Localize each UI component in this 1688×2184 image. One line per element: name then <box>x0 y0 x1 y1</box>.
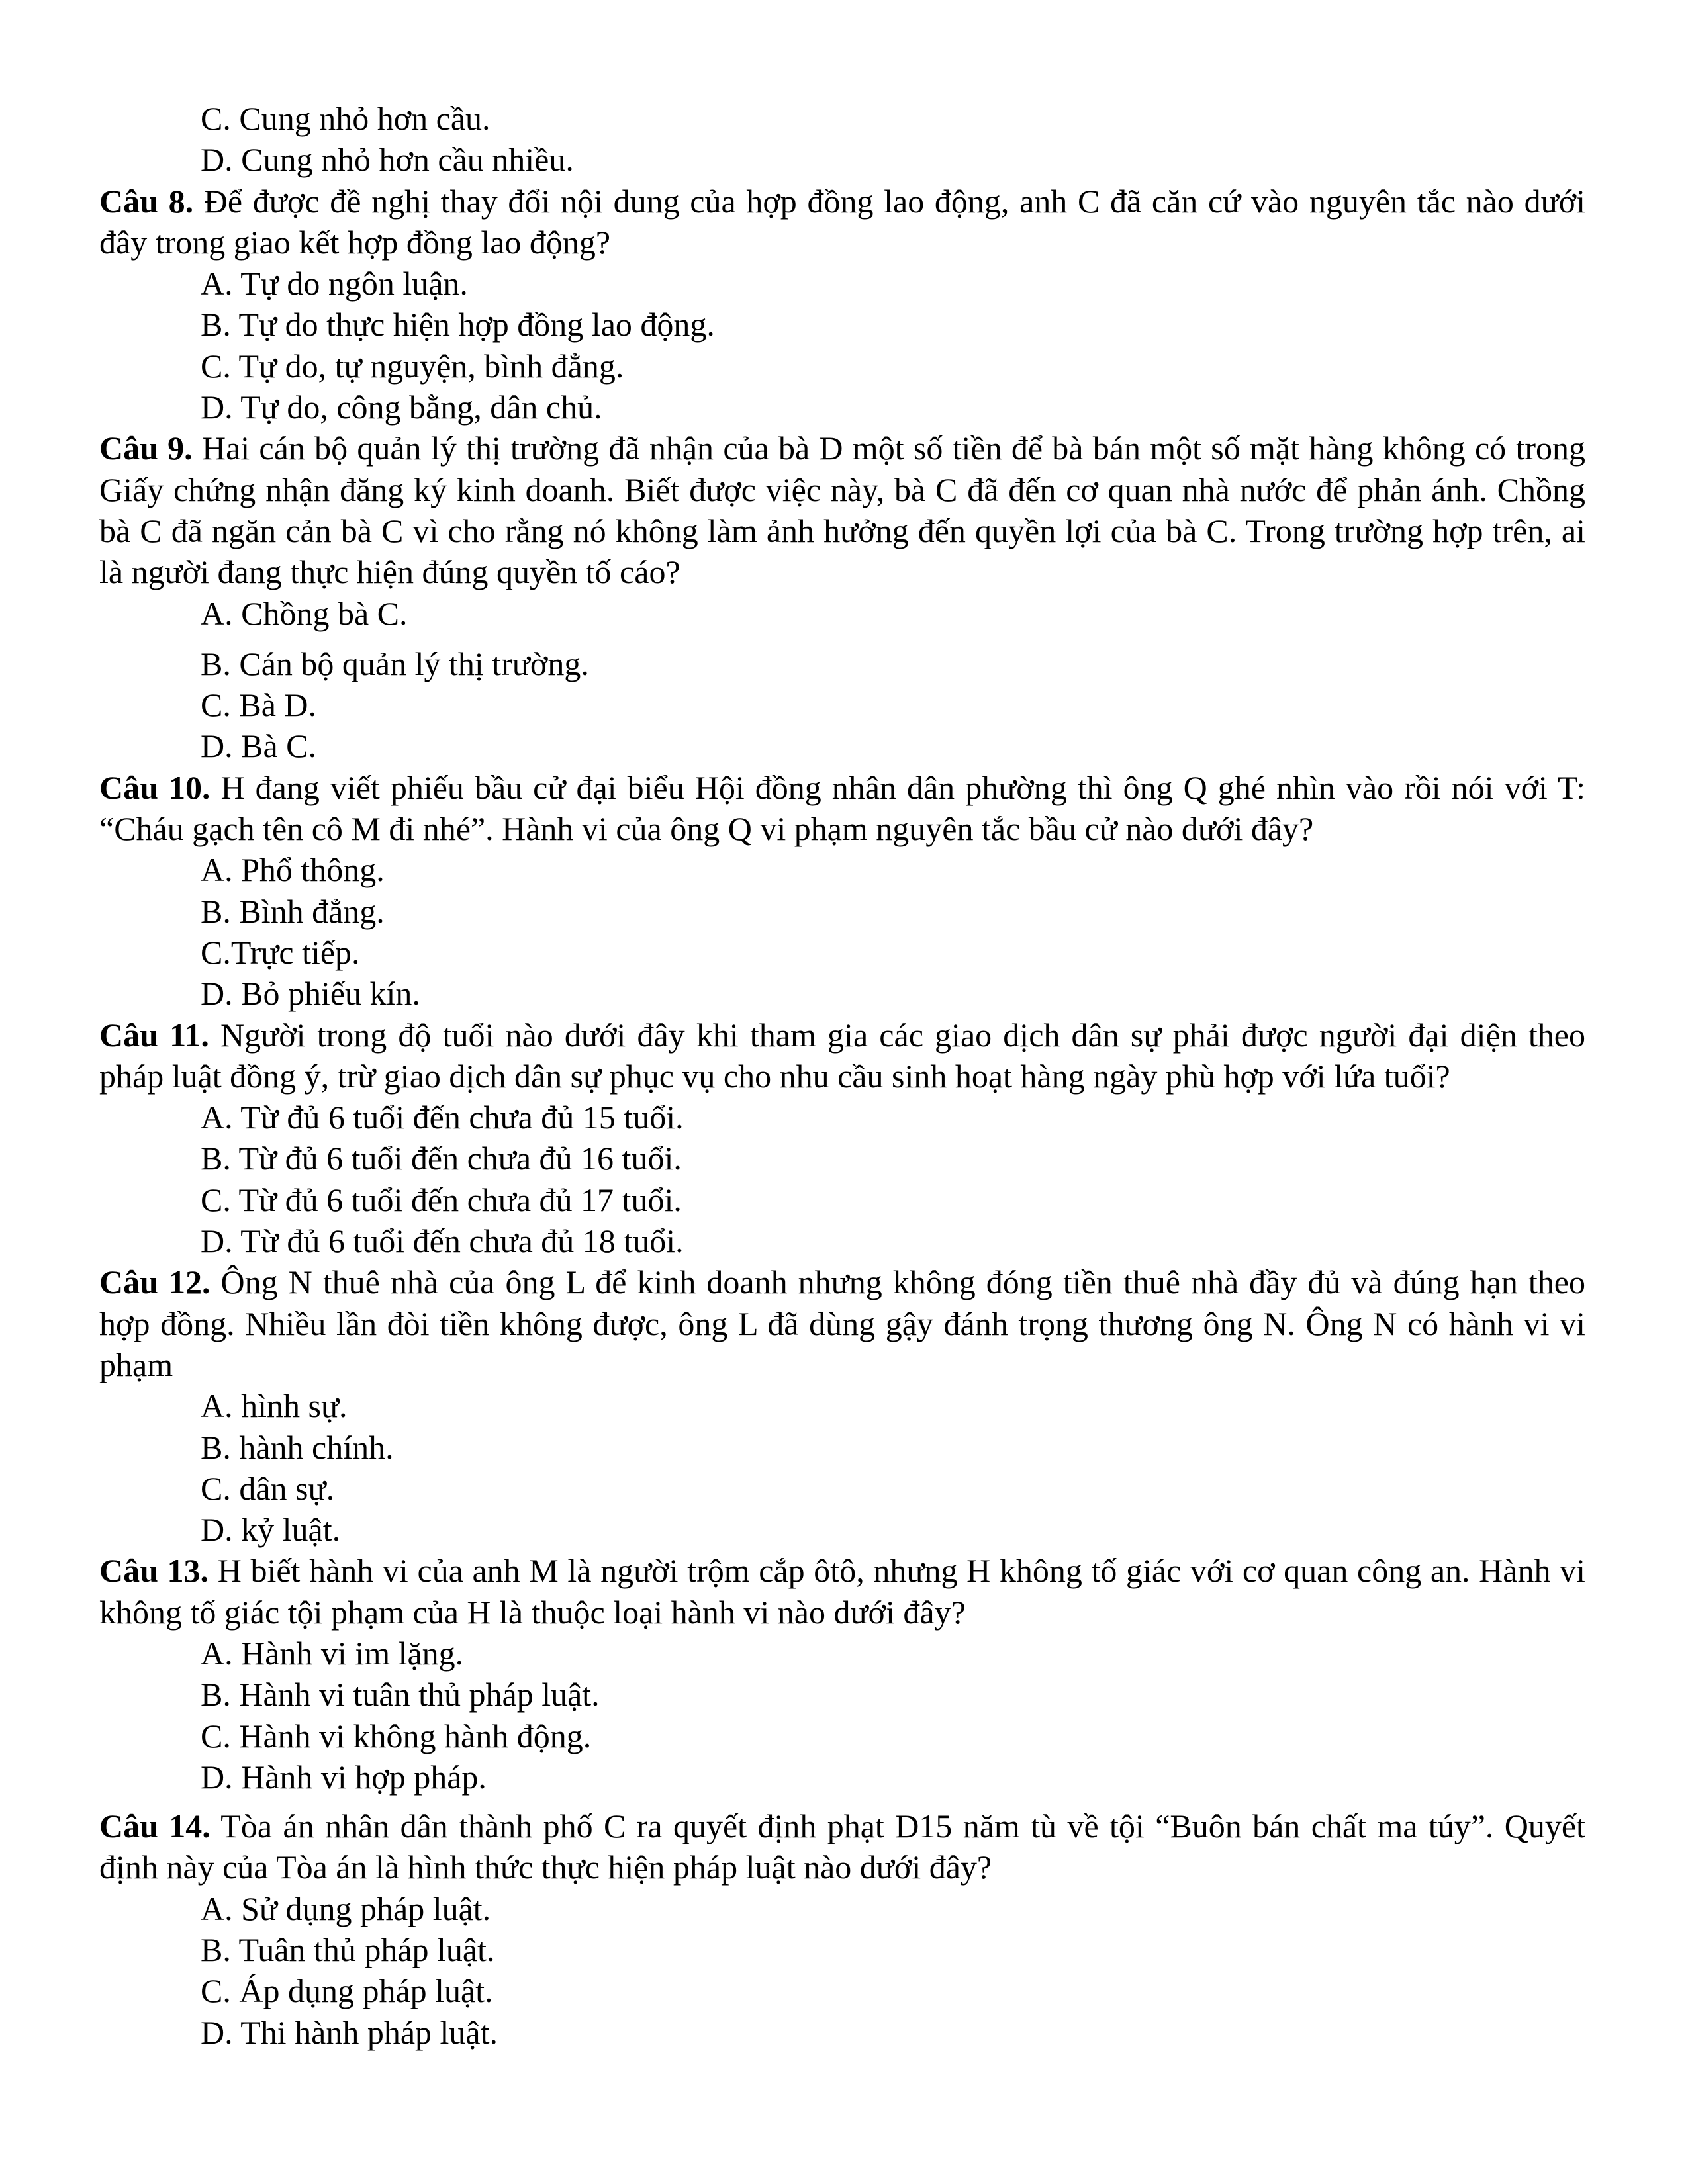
question-14-text: Tòa án nhân dân thành phố C ra quyết định phạt D15 năm tù về tội “Buôn bán chất ma túy”. Quyết định này của Tòa án là hình thức thực hiện pháp luật nào dưới đây? <box>99 1807 1585 1886</box>
question-13-label: Câu 13. <box>99 1552 209 1590</box>
question-10-option-c: C.Trực tiếp. <box>201 933 360 971</box>
question-11-option-d: D. Từ đủ 6 tuổi đến chưa đủ 18 tuổi. <box>201 1222 684 1260</box>
question-13 <box>99 1550 1585 1797</box>
question-12-option-c: C. dân sự. <box>201 1469 335 1507</box>
question-8-option-d: D. Tự do, công bằng, dân chủ. <box>201 388 602 426</box>
question-12-option-d: D. kỷ luật. <box>201 1511 341 1549</box>
question-9-option-b: B. Cán bộ quản lý thị trường. <box>201 645 589 682</box>
question-11-label: Câu 11. <box>99 1016 209 1054</box>
question-13-stem <box>99 1550 1585 1633</box>
question-13-option-b: B. Hành vi tuân thủ pháp luật. <box>201 1676 600 1713</box>
question-9-text: Hai cán bộ quản lý thị trường đã nhận của bà D một số tiền để bà bán một số mặt hàng không có trong Giấy chứng nhận đăng ký kinh doanh. Biết được việc này, bà C đã đến cơ quan nhà nước để phản ánh. Chồng bà C đã ngăn cản bà C vì cho rằng nó không làm ảnh hưởng đến quyền lợi của bà C. Trong trường hợp trên, ai là người đang thực hiện đúng quyền tố cáo? <box>99 430 1585 591</box>
question-11-option-c: C. Từ đủ 6 tuổi đến chưa đủ 17 tuổi. <box>201 1181 682 1218</box>
question-12-option-a: A. hình sự. <box>201 1387 348 1425</box>
question-12-label: Câu 12. <box>99 1263 211 1301</box>
question-8 <box>99 181 1585 428</box>
question-9-option-a: A. Chồng bà C. <box>201 594 408 632</box>
question-10-option-a: A. Phổ thông. <box>201 851 385 889</box>
question-11-option-a: A. Từ đủ 6 tuổi đến chưa đủ 15 tuổi. <box>201 1099 684 1136</box>
question-10-label: Câu 10. <box>99 768 211 806</box>
lead-option-c: C. Cung nhỏ hơn cầu. <box>201 100 491 137</box>
question-8-stem <box>99 181 1585 263</box>
question-11-stem <box>99 1015 1585 1097</box>
question-8-label: Câu 8. <box>99 182 194 220</box>
question-8-option-b: B. Tự do thực hiện hợp đồng lao động. <box>201 306 715 343</box>
question-13-option-d: D. Hành vi hợp pháp. <box>201 1758 487 1796</box>
exam-page <box>99 98 1585 2053</box>
question-10-option-d: D. Bỏ phiếu kín. <box>201 975 420 1013</box>
question-14-option-a: A. Sử dụng pháp luật. <box>201 1889 491 1927</box>
question-13-option-a: A. Hành vi im lặng. <box>201 1634 464 1672</box>
question-10-text: H đang viết phiếu bầu cử đại biểu Hội đồng nhân dân phường thì ông Q ghé nhìn vào rồi nói với T: “Cháu gạch tên cô M đi nhé”. Hành vi của ông Q vi phạm nguyên tắc bầu cử nào dưới đây? <box>99 768 1585 848</box>
question-10-stem <box>99 767 1585 850</box>
question-14 <box>99 1805 1585 2053</box>
question-11-text: Người trong độ tuổi nào dưới đây khi tham gia các giao dịch dân sự phải được người đại diện theo pháp luật đồng ý, trừ giao dịch dân sự phục vụ cho nhu cầu sinh hoạt hàng ngày phù hợp với lứa tuổi? <box>99 1016 1585 1095</box>
question-14-option-c: C. Áp dụng pháp luật. <box>201 1972 493 2010</box>
question-10-option-b: B. Bình đẳng. <box>201 892 385 930</box>
question-9-option-c: C. Bà D. <box>201 686 316 724</box>
question-8-option-a: A. Tự do ngôn luận. <box>201 265 468 302</box>
question-12-stem <box>99 1261 1585 1385</box>
question-14-stem <box>99 1805 1585 1888</box>
question-12-option-b: B. hành chính. <box>201 1428 394 1466</box>
question-9 <box>99 428 1585 766</box>
question-13-text: H biết hành vi của anh M là người trộm cắp ôtô, nhưng H không tố giác với cơ quan công an. Hành vi không tố giác tội phạm của H là thuộc loại hành vi nào dưới đây? <box>99 1552 1586 1631</box>
question-12 <box>99 1261 1585 1550</box>
question-11-option-b: B. Từ đủ 6 tuổi đến chưa đủ 16 tuổi. <box>201 1140 682 1177</box>
lead-option-d: D. Cung nhỏ hơn cầu nhiều. <box>201 141 574 179</box>
question-14-label: Câu 14. <box>99 1807 211 1845</box>
question-10 <box>99 767 1585 1015</box>
question-8-option-c: C. Tự do, tự nguyện, bình đẳng. <box>201 347 624 385</box>
question-11 <box>99 1015 1585 1262</box>
question-14-option-b: B. Tuân thủ pháp luật. <box>201 1931 495 1969</box>
question-8-text: Để được đề nghị thay đổi nội dung của hợp đồng lao động, anh C đã căn cứ vào nguyên tắc nào dưới đây trong giao kết hợp đồng lao động? <box>99 182 1585 261</box>
question-9-stem <box>99 428 1585 592</box>
question-9-option-d: D. Bà C. <box>201 727 316 765</box>
question-9-label: Câu 9. <box>99 430 193 467</box>
question-13-option-c: C. Hành vi không hành động. <box>201 1717 592 1754</box>
question-12-text: Ông N thuê nhà của ông L để kinh doanh nhưng không đóng tiền thuê nhà đầy đủ và đúng hạn theo hợp đồng. Nhiều lần đòi tiền không được, ông L đã dùng gậy đánh trọng thương ông N. Ông N có hành vi vi phạm <box>99 1263 1585 1383</box>
question-14-option-d: D. Thi hành pháp luật. <box>201 2013 498 2051</box>
